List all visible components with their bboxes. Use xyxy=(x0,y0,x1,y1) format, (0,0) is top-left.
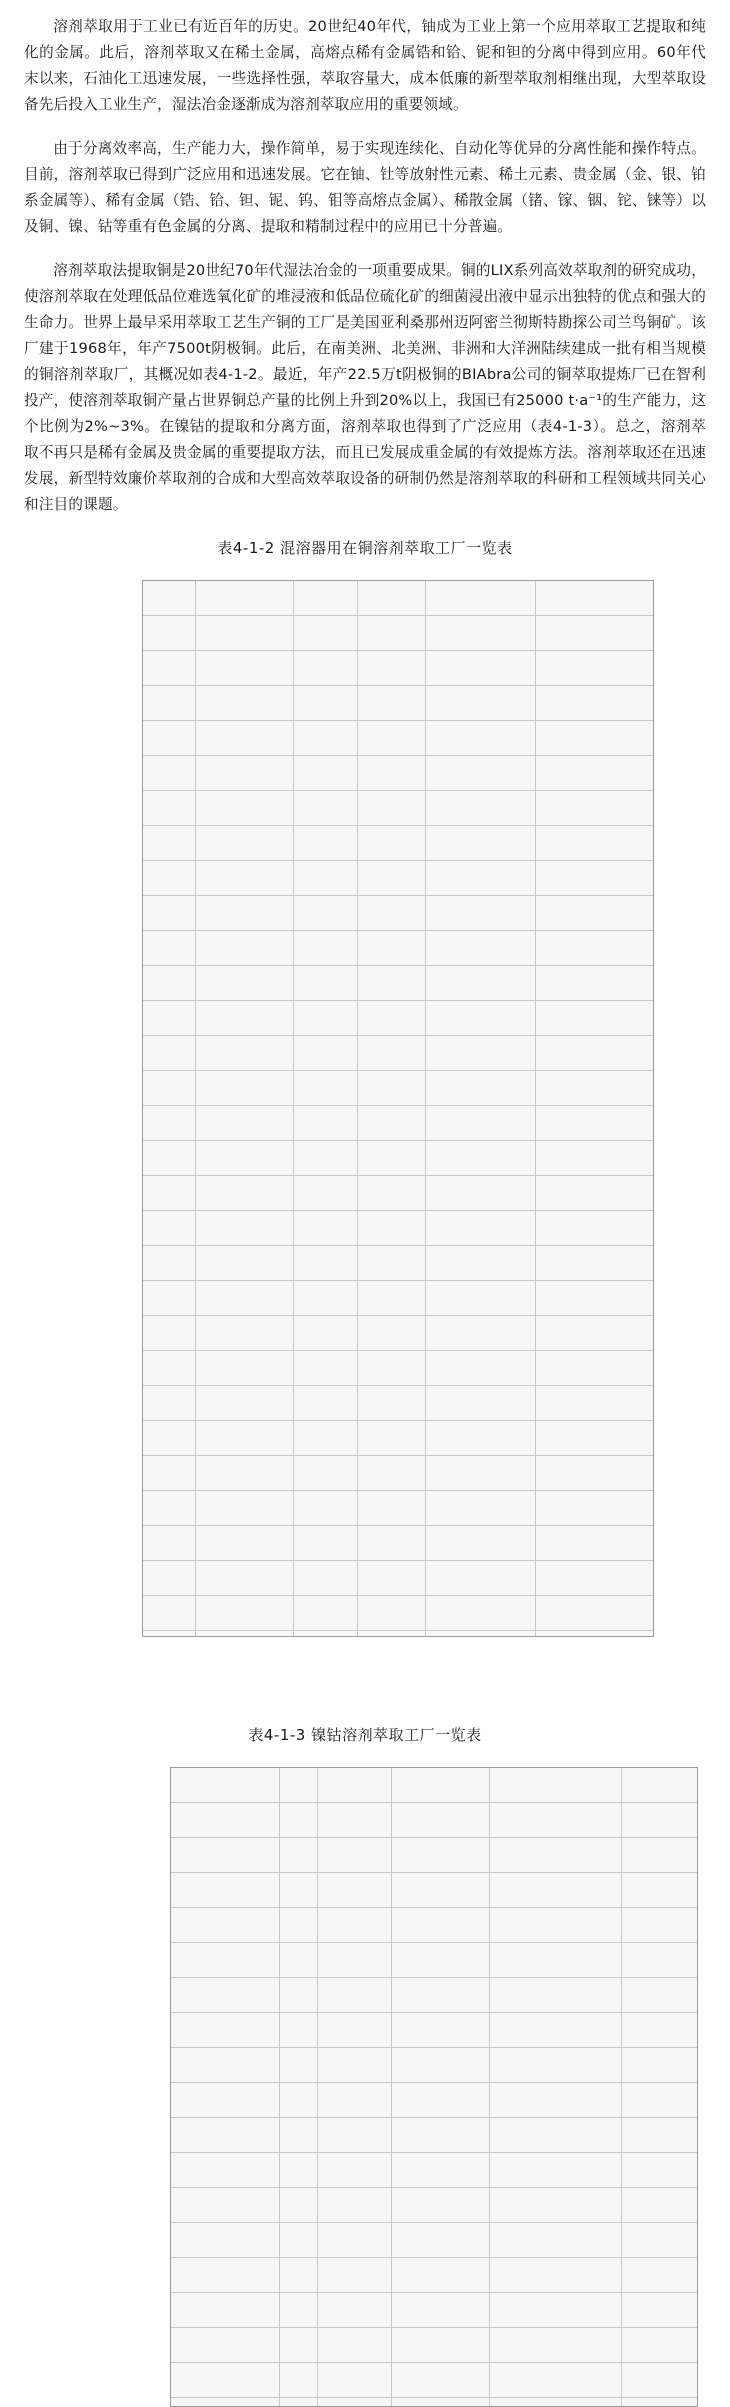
table-4-1-2-title: 表4-1-2 混溶器用在铜溶剂萃取工厂一览表 xyxy=(217,539,513,557)
table-4-1-2-column-line xyxy=(535,581,536,1636)
table-4-1-2-row-lines xyxy=(143,581,653,1636)
table-4-1-3-figure xyxy=(170,1767,698,2407)
table-4-1-3-title: 表4-1-3 镍钴溶剂萃取工厂一览表 xyxy=(248,1726,482,1744)
table-4-1-2-column-line xyxy=(357,581,358,1636)
paragraph-advantages: 由于分离效率高，生产能力大，操作简单，易于实现连续化、自动化等优异的分离性能和操作特点。目前，溶剂萃取已得到广泛应用和迅速发展。它在铀、钍等放射性元素、稀土元素、贵金属（金、银、铂系金属等）、稀有金属（锆、铪、钽、铌、钨、钼等高熔点金属）、稀散金属（锗、镓、铟、铊、铼等）以及铜、镍、钴等重有色金属的分离、提取和精制过程中的应用已十分普遍。 xyxy=(24,140,706,235)
table-4-1-2-figure xyxy=(142,580,654,1637)
table-4-1-3-column-line xyxy=(317,1768,318,2406)
table-4-1-2-column-line xyxy=(425,581,426,1636)
paragraph-copper-extraction: 溶剂萃取法提取铜是20世纪70年代湿法冶金的一项重要成果。铜的LIX系列高效萃取剂的研究成功，使溶剂萃取在处理低品位难选氧化矿的堆浸液和低品位硫化矿的细菌浸出液中显示出独特的优点和强大的生命力。世界上最早采用萃取工艺生产铜的工厂是美国亚利桑那州迈阿密兰彻斯特勘探公司兰鸟铜矿。该厂建于1968年，年产7500t阴极铜。此后，在南美洲、北美洲、非洲和大洋洲陆续建成一批有相当规模的铜溶剂萃取厂，其概况如表4-1-2。最近，年产22.5万t阴极铜的BIAbra公司的铜萃取提炼厂已在智利投产，使溶剂萃取铜产量占世界铜总产量的比例上升到20%以上，我国已有25000 t·a⁻¹的生产能力，这个比例为2%~3%。在镍钴的提取和分离方面，溶剂萃取也得到了广泛应用（表4-1-3）。总之，溶剂萃取不再只是稀有金属及贵金属的重要提取方法，而且已发展成重金属的有效提炼方法。溶剂萃取还在迅速发展，新型特效廉价萃取剂的合成和大型高效萃取设备的研制仍然是溶剂萃取的科研和工程领域共同关心和注目的课题。 xyxy=(24,262,706,513)
table-4-1-3-column-line xyxy=(391,1768,392,2406)
table-4-1-3-column-line xyxy=(279,1768,280,2406)
table-4-1-2-column-line xyxy=(195,581,196,1636)
table-4-1-3-row-lines xyxy=(171,1768,697,2406)
table-4-1-3-column-line xyxy=(621,1768,622,2406)
table-4-1-2-column-line xyxy=(293,581,294,1636)
table-4-1-3-column-line xyxy=(489,1768,490,2406)
paragraph-history: 溶剂萃取用于工业已有近百年的历史。20世纪40年代，铀成为工业上第一个应用萃取工艺提取和纯化的金属。此后，溶剂萃取又在稀土金属，高熔点稀有金属锆和铪、铌和钽的分离中得到应用。60年代末以来，石油化工迅速发展，一些选择性强，萃取容量大，成本低廉的新型萃取剂相继出现，大型萃取设备先后投入工业生产，湿法冶金逐渐成为溶剂萃取应用的重要领域。 xyxy=(24,18,706,113)
